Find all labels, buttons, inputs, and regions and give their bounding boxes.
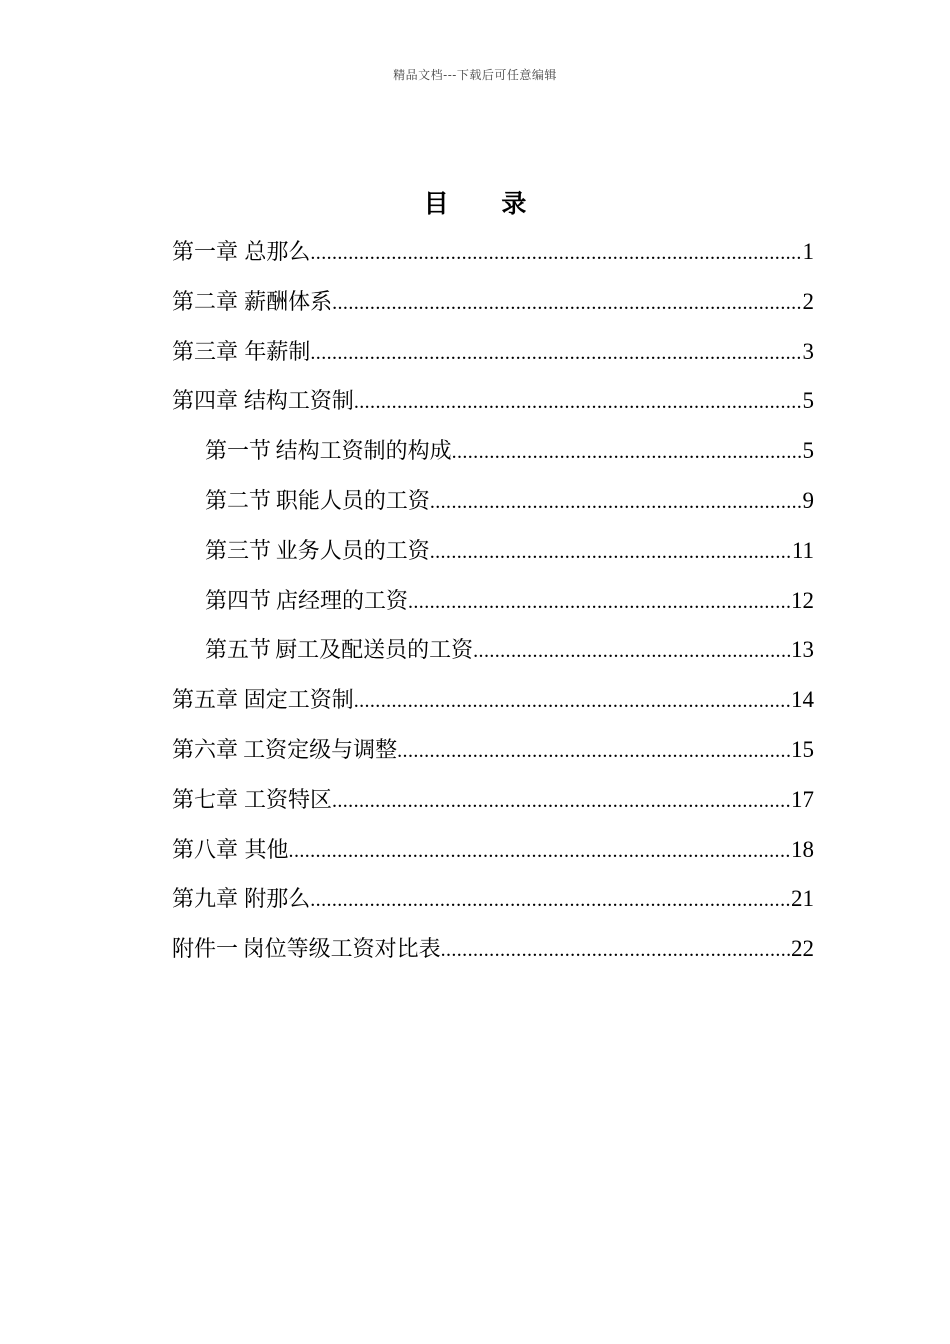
toc-entry-title: 业务人员的工资 (275, 538, 430, 564)
toc-entry-label: 第八章 (172, 837, 239, 863)
toc-entry-title: 结构工资制 (243, 389, 354, 415)
toc-entry-label: 第五章 (172, 688, 239, 714)
toc-dot-leader (354, 681, 791, 721)
toc-entry-title: 附那么 (244, 887, 311, 913)
toc-dot-leader (354, 382, 803, 422)
toc-dot-leader (310, 333, 802, 373)
toc-entry-title: 店经理的工资 (275, 588, 408, 614)
toc-dot-leader (332, 781, 791, 821)
toc-entry-title: 总那么 (244, 240, 311, 265)
toc-entry-label: 第一节 (205, 439, 272, 465)
toc-dot-leader (441, 930, 791, 970)
toc-subentry[interactable] (172, 630, 814, 680)
toc-entry-title: 职能人员的工资 (275, 488, 430, 514)
header-note: 精品文档---下载后可任意编辑 (393, 68, 557, 82)
toc-entry-page: 9 (802, 487, 814, 513)
toc-entry[interactable] (172, 282, 814, 332)
toc-entry-label: 第六章 (172, 737, 239, 763)
toc-entry-page: 13 (791, 637, 814, 663)
toc-entry[interactable] (172, 680, 814, 730)
toc-entry-title: 其他 (244, 837, 289, 863)
toc-entry[interactable] (172, 381, 814, 431)
toc-entry-title: 工资定级与调整 (243, 737, 398, 763)
toc-subentry[interactable] (172, 581, 814, 631)
toc-entry-page: 22 (791, 936, 814, 962)
toc-dot-leader (310, 233, 802, 273)
toc-entry-page: 5 (802, 438, 814, 464)
table-of-contents (172, 232, 814, 979)
toc-entry-label: 第五节 (205, 638, 272, 664)
toc-entry-page: 1 (802, 239, 814, 264)
toc-entry-label: 附件一 (172, 937, 239, 963)
toc-entry-label: 第九章 (172, 887, 239, 913)
toc-dot-leader (452, 432, 803, 472)
toc-entry-page: 17 (791, 786, 814, 812)
toc-entry-label: 第七章 (172, 787, 239, 813)
toc-entry[interactable] (172, 929, 814, 979)
toc-entry-page: 21 (791, 886, 814, 912)
toc-subentry[interactable] (172, 431, 814, 481)
toc-entry-page: 14 (791, 687, 814, 713)
toc-entry-title: 岗位等级工资对比表 (242, 937, 441, 963)
toc-dot-leader (332, 283, 802, 323)
toc-entry-label: 第四章 (172, 389, 239, 415)
toc-entry-page: 11 (791, 537, 814, 563)
toc-entry-page: 15 (791, 736, 814, 762)
toc-entry-label: 第三节 (205, 538, 272, 564)
toc-dot-leader (430, 532, 792, 572)
toc-dot-leader (473, 631, 791, 671)
toc-entry-page: 12 (791, 587, 814, 613)
toc-dot-leader (310, 880, 791, 920)
toc-entry[interactable] (172, 780, 814, 830)
toc-entry-title: 固定工资制 (243, 688, 354, 714)
toc-entry-label: 第二节 (205, 488, 272, 514)
toc-entry-page: 5 (802, 388, 814, 414)
toc-subentry[interactable] (172, 481, 814, 531)
toc-entry-page: 18 (791, 836, 814, 862)
toc-entry-page: 2 (802, 288, 814, 314)
toc-entry-title: 厨工及配送员的工资 (275, 638, 474, 664)
toc-entry[interactable] (172, 830, 814, 880)
toc-dot-leader (408, 582, 791, 622)
toc-entry-title: 年薪制 (244, 339, 311, 365)
toc-entry[interactable] (172, 730, 814, 780)
toc-entry-title: 结构工资制的构成 (275, 439, 452, 465)
toc-entry-label: 第二章 (172, 289, 239, 315)
toc-entry[interactable] (172, 879, 814, 929)
toc-dot-leader (430, 482, 803, 522)
toc-entry-title: 工资特区 (243, 787, 332, 813)
toc-entry-page: 3 (802, 338, 814, 364)
toc-dot-leader (397, 731, 791, 771)
toc-entry[interactable] (172, 232, 814, 282)
toc-entry-label: 第四节 (205, 588, 272, 614)
toc-entry-label: 第一章 (172, 240, 239, 265)
toc-subentry[interactable] (172, 531, 814, 581)
toc-entry-label: 第三章 (172, 339, 239, 365)
toc-title: 目 录 (423, 189, 549, 218)
toc-entry[interactable] (172, 332, 814, 382)
toc-entry-title: 薪酬体系 (244, 289, 333, 315)
toc-dot-leader (289, 831, 791, 871)
